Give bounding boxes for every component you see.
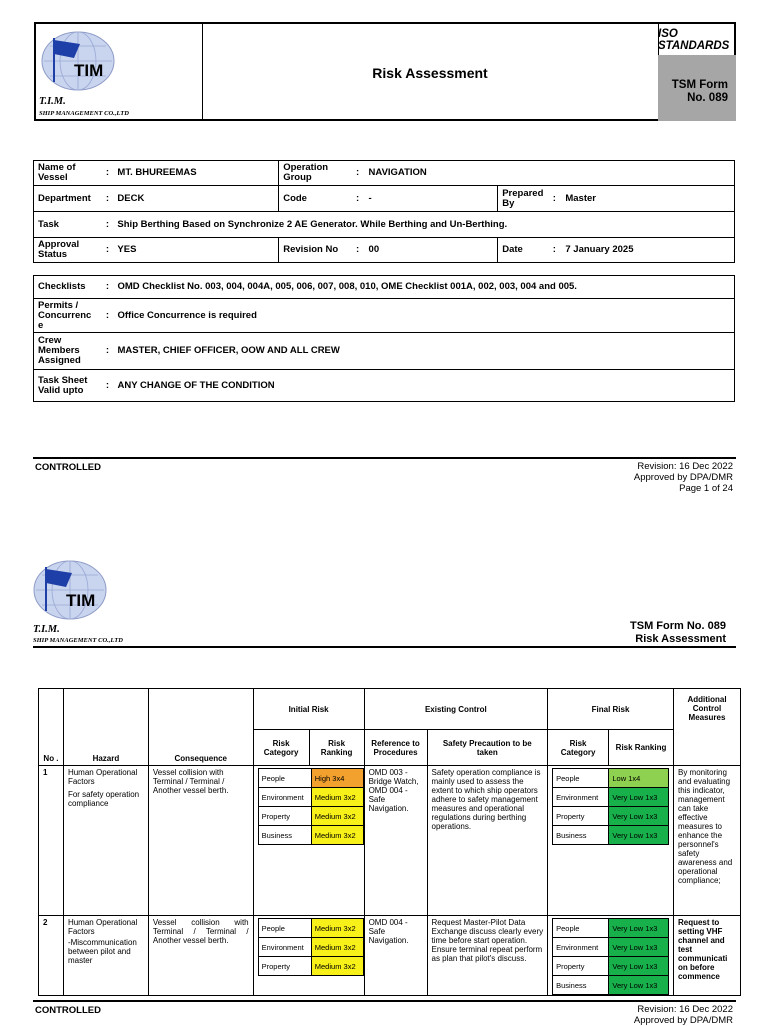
company-subname: SHIP MANAGEMENT CO.,LTD xyxy=(33,637,123,644)
risk-ranking: Medium 3x2 xyxy=(311,957,363,976)
risk-subrow xyxy=(553,938,669,957)
risk-subrow xyxy=(553,957,669,976)
risk-category: People xyxy=(258,919,311,938)
row-no: 1 xyxy=(39,766,64,916)
risk-ranking: Very Low 1x3 xyxy=(609,919,669,938)
risk-category: Environment xyxy=(258,788,311,807)
crew-value: MASTER, CHIEF OFFICER, OOW AND ALL CREW xyxy=(114,333,735,370)
risk-subrow xyxy=(258,957,363,976)
tasksheet-value: ANY CHANGE OF THE CONDITION xyxy=(114,370,735,402)
risk-category: Business xyxy=(258,826,311,845)
col-initial-risk: Initial Risk xyxy=(253,689,364,730)
controlled-label: CONTROLLED xyxy=(35,462,101,473)
colon: : xyxy=(547,238,561,263)
risk-subrow xyxy=(553,769,669,788)
code-label: Code xyxy=(279,186,351,212)
risk-ranking: Very Low 1x3 xyxy=(609,957,669,976)
risk-subrow xyxy=(553,826,669,845)
row-initial-risk xyxy=(253,766,364,916)
header-divider xyxy=(33,646,736,648)
footer-divider xyxy=(33,457,736,459)
hazard-detail: For safety operation compliance xyxy=(67,790,140,808)
colon: : xyxy=(102,299,114,333)
row-additional: By monitoring and evaluating this indicator, management can take effective measures to enhance the personnel's safety awareness and operational compliance; xyxy=(673,766,740,916)
row-final-risk xyxy=(548,766,674,916)
checklists-value: OMD Checklist No. 003, 004, 004A, 005, 006, 007, 008, 010, OME Checklist 001A, 002, 003, 004 and 005. xyxy=(114,276,735,299)
colon: : xyxy=(102,333,114,370)
info-row xyxy=(34,333,735,370)
page2-title: Risk Assessment xyxy=(635,633,726,645)
opgroup-value: NAVIGATION xyxy=(365,161,735,186)
risk-category: Business xyxy=(553,826,609,845)
footer-approved: Approved by DPA/DMR xyxy=(633,472,733,483)
dept-value: DECK xyxy=(113,186,278,212)
row-initial-risk xyxy=(253,916,364,996)
info-row xyxy=(34,186,735,212)
risk-ranking: Very Low 1x3 xyxy=(609,788,669,807)
row-reference: OMD 003 - Bridge Watch, OMD 004 - Safe Navigation. xyxy=(364,766,427,916)
risk-ranking: Medium 3x2 xyxy=(311,807,363,826)
risk-category: People xyxy=(553,919,609,938)
initial-risk-subtable xyxy=(258,918,364,976)
form-line-2: No. 089 xyxy=(687,92,728,104)
footer-revision-block xyxy=(634,1004,733,1026)
logo-cell xyxy=(36,24,203,121)
colon: : xyxy=(101,161,113,186)
final-risk-subtable xyxy=(552,768,669,845)
company-logo-icon xyxy=(32,558,108,622)
colon: : xyxy=(101,186,113,212)
colon: : xyxy=(102,370,114,402)
risk-ranking: Very Low 1x3 xyxy=(609,976,669,995)
risk-category: Environment xyxy=(553,788,609,807)
task-label: Task xyxy=(34,212,102,238)
col-reference: Reference to Procedures xyxy=(364,730,427,766)
form-line-1: TSM Form xyxy=(671,79,728,91)
risk-subrow xyxy=(553,807,669,826)
col-safety: Safety Precaution to be taken xyxy=(427,730,548,766)
col-final-category: Risk Category xyxy=(548,730,609,766)
footer-revision-block xyxy=(634,461,733,494)
colon: : xyxy=(547,186,561,212)
risk-category: Environment xyxy=(553,938,609,957)
hazard-title: Human Operational Factors xyxy=(67,768,138,786)
row-safety: Safety operation compliance is mainly used to assess the extent to which ship operators adhere to safety management measures and operational regulations during berthing operations. xyxy=(427,766,548,916)
col-risk-ranking: Risk Ranking xyxy=(309,730,364,766)
risk-category: Environment xyxy=(258,938,311,957)
col-consequence: Consequence xyxy=(148,689,253,766)
col-hazard: Hazard xyxy=(63,689,148,766)
footer-divider xyxy=(33,1000,736,1002)
date-label: Date xyxy=(498,238,548,263)
prepared-value: Master xyxy=(561,186,734,212)
task-value: Ship Berthing Based on Synchronize 2 AE Generator. While Berthing and Un-Berthing. xyxy=(113,212,734,238)
info-row xyxy=(34,161,735,186)
permits-value: Office Concurrence is required xyxy=(114,299,735,333)
vessel-value: MT. BHUREEMAS xyxy=(113,161,278,186)
dept-label: Department xyxy=(34,186,102,212)
risk-category: Business xyxy=(553,976,609,995)
row-reference: OMD 004 - Safe Navigation. xyxy=(364,916,427,996)
task-info-table xyxy=(33,160,735,263)
controlled-label: CONTROLLED xyxy=(35,1005,101,1016)
col-no: No . xyxy=(39,689,64,766)
opgroup-label: Operation Group xyxy=(279,161,351,186)
risk-category: People xyxy=(553,769,609,788)
hazard-title: Human Operational Factors xyxy=(67,918,138,936)
col-existing-control: Existing Control xyxy=(364,689,548,730)
approval-label: Approval Status xyxy=(34,238,102,263)
risk-ranking: Very Low 1x3 xyxy=(609,826,669,845)
risk-ranking: Medium 3x2 xyxy=(311,826,363,845)
risk-subrow xyxy=(258,826,363,845)
document-header xyxy=(34,22,736,121)
colon: : xyxy=(101,212,113,238)
risk-subrow xyxy=(553,788,669,807)
risk-ranking: Medium 3x2 xyxy=(311,919,363,938)
risk-assessment-table xyxy=(38,688,741,996)
info-row xyxy=(34,276,735,299)
checklists-label: Checklists xyxy=(34,276,102,299)
logo-text: TIM xyxy=(74,61,104,80)
risk-category: People xyxy=(258,769,311,788)
risk-category: Property xyxy=(258,957,311,976)
col-final-ranking: Risk Ranking xyxy=(609,730,674,766)
date-value: 7 January 2025 xyxy=(561,238,734,263)
risk-subrow xyxy=(258,788,363,807)
risk-ranking: Medium 3x2 xyxy=(311,938,363,957)
prepared-label: Prepared By xyxy=(498,186,548,212)
row-hazard xyxy=(63,766,148,916)
footer-approved: Approved by DPA/DMR xyxy=(633,1015,733,1026)
row-safety: Request Master-Pilot Data Exchange discuss clearly every time before start operation. Ensure terminal repeat perform as plan that pilot's discuss. xyxy=(427,916,548,996)
table-header-row xyxy=(39,689,741,730)
company-subname: SHIP MANAGEMENT CO.,LTD xyxy=(39,110,129,117)
colon: : xyxy=(351,238,365,263)
vessel-label: Name of Vessel xyxy=(34,161,102,186)
revision-value: 00 xyxy=(365,238,498,263)
hazard-detail: -Miscommunication between pilot and master xyxy=(67,938,137,965)
table-row xyxy=(39,766,741,916)
footer-page: Page 1 of 24 xyxy=(679,483,733,494)
risk-subrow xyxy=(258,919,363,938)
col-additional: Additional Control Measures xyxy=(673,689,740,766)
row-consequence: Vessel collision with Terminal / Terminal / Another vessel berth. xyxy=(148,766,253,916)
logo-text: TIM xyxy=(66,591,96,610)
info-row xyxy=(34,370,735,402)
risk-subrow xyxy=(258,807,363,826)
risk-ranking: Very Low 1x3 xyxy=(609,807,669,826)
info-row xyxy=(34,212,735,238)
risk-ranking: High 3x4 xyxy=(311,769,363,788)
colon: : xyxy=(101,238,113,263)
table-row xyxy=(39,916,741,996)
row-hazard xyxy=(63,916,148,996)
company-name: T.I.M. xyxy=(33,624,60,635)
row-final-risk xyxy=(548,916,674,996)
risk-ranking: Low 1x4 xyxy=(609,769,669,788)
colon: : xyxy=(102,276,114,299)
risk-category: Property xyxy=(258,807,311,826)
page2-header-block xyxy=(630,620,726,646)
risk-subrow xyxy=(258,938,363,957)
risk-ranking: Very Low 1x3 xyxy=(609,938,669,957)
iso-standards-label: ISO STANDARDS xyxy=(658,24,736,56)
colon: : xyxy=(351,161,365,186)
col-final-risk: Final Risk xyxy=(548,689,674,730)
page2-form-number: TSM Form No. 089 xyxy=(630,620,726,632)
risk-subrow xyxy=(258,769,363,788)
info-row xyxy=(34,238,735,263)
company-name: T.I.M. xyxy=(39,96,66,107)
final-risk-subtable xyxy=(552,918,669,995)
footer-revision: Revision: 16 Dec 2022 xyxy=(637,461,733,472)
form-number xyxy=(658,55,736,121)
code-value: - xyxy=(365,186,498,212)
risk-subrow xyxy=(553,976,669,995)
document-title: Risk Assessment xyxy=(202,24,659,121)
permits-label: Permits / Concurrenc e xyxy=(34,299,102,333)
col-risk-category: Risk Category xyxy=(253,730,309,766)
row-consequence: Vessel collision with Terminal / Terminal / Another vessel berth. xyxy=(148,916,253,996)
row-no: 2 xyxy=(39,916,64,996)
info-row xyxy=(34,299,735,333)
risk-subrow xyxy=(553,919,669,938)
colon: : xyxy=(351,186,365,212)
tasksheet-label: Task Sheet Valid upto xyxy=(34,370,102,402)
revision-label: Revision No xyxy=(279,238,351,263)
risk-ranking: Medium 3x2 xyxy=(311,788,363,807)
initial-risk-subtable xyxy=(258,768,364,845)
risk-category: Property xyxy=(553,807,609,826)
row-additional: Request to setting VHF channel and test communicati on before commence xyxy=(673,916,740,996)
footer-revision: Revision: 16 Dec 2022 xyxy=(637,1004,733,1015)
crew-label: Crew Members Assigned xyxy=(34,333,102,370)
checklist-info-table xyxy=(33,275,735,402)
risk-category: Property xyxy=(553,957,609,976)
approval-value: YES xyxy=(113,238,278,263)
